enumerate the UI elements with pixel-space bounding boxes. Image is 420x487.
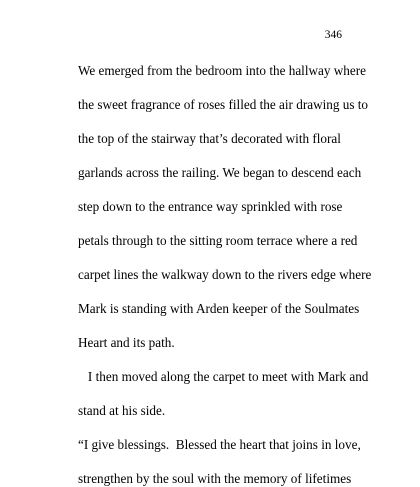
text-line-3: the top of the stairway that’s decorated with floral	[78, 131, 341, 146]
text-line-1: We emerged from the bedroom into the hallway where	[78, 63, 366, 78]
text-line-5: step down to the entrance way sprinkled with rose	[78, 199, 343, 214]
text-line-9: Heart and its path.	[78, 335, 175, 350]
text-line-12: “I give blessings. Blessed the heart that joins in love,	[78, 437, 361, 452]
text-line-7: carpet lines the walkway down to the rivers edge where	[78, 267, 372, 282]
text-line-2: the sweet fragrance of roses filled the air drawing us to	[78, 97, 369, 112]
page-number: 346	[324, 29, 342, 41]
text-line-8: Mark is standing with Arden keeper of the Soulmates	[78, 301, 360, 316]
text-line-4: garlands across the railing. We began to descend each	[78, 165, 362, 180]
text-line-11: stand at his side.	[78, 403, 166, 418]
text-line-10: I then moved along the carpet to meet with Mark and	[78, 369, 369, 384]
text-line-6: petals through to the sitting room terrace where a red	[78, 233, 358, 248]
text-line-13: strengthen by the soul with the memory of lifetimes	[78, 471, 352, 486]
